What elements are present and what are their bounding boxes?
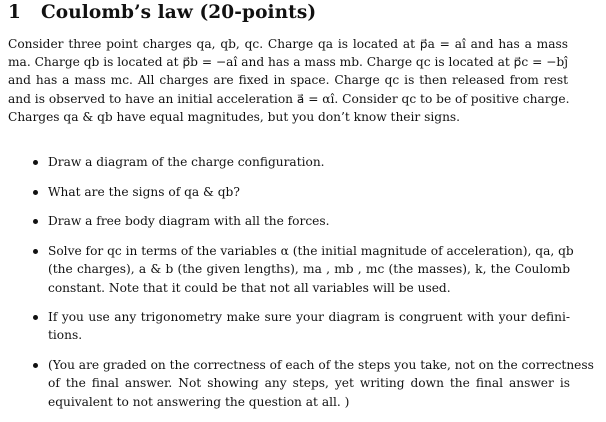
section-number: 1: [8, 2, 21, 23]
task-text: If you use any trigonometry make sure your diagram is congruent with your defini-: [48, 310, 570, 325]
task-item-free-body-diagram: [30, 212, 570, 230]
task-item-grading-note: [30, 356, 594, 411]
section-title: Coulomb’s law (20-points): [40, 2, 317, 23]
task-list: [30, 153, 594, 422]
task-text: (You are graded on the correctness of each of the steps you take, not on the correctness: [48, 358, 594, 373]
statement-line: and is observed to have an initial acceleration a⃗ = αî. Consider qc to be of positive charge.: [8, 91, 570, 106]
task-text: constant. Note that it could be that not all variables will be used.: [48, 280, 451, 295]
task-text: of the final answer. Not showing any steps, yet writing down the final answer is: [48, 376, 570, 391]
task-item-solve: [30, 242, 574, 297]
task-text: (the charges), a & b (the given lengths), ma , mb , mc (the masses), k, the Coulomb: [48, 262, 570, 277]
task-item-signs: [30, 183, 570, 201]
section-heading: [8, 2, 316, 23]
problem-statement: [8, 35, 568, 126]
statement-line: Consider three point charges qa, qb, qc. Charge qa is located at p⃗a = aî and has a mass: [8, 37, 568, 51]
task-item-diagram: [30, 153, 570, 171]
task-text: tions.: [48, 328, 83, 343]
task-text: Draw a diagram of the charge configuration.: [48, 155, 325, 169]
task-text: equivalent to not answering the question at all. ): [48, 394, 350, 409]
task-text: What are the signs of qa & qb?: [48, 184, 240, 199]
statement-line: and has a mass mc. All charges are fixed in space. Charge qc is then released from rest: [8, 73, 568, 88]
task-text: Solve for qc in terms of the variables α (the initial magnitude of acceleration), qa, qb: [48, 244, 574, 259]
task-text: Draw a free body diagram with all the forces.: [48, 214, 330, 229]
statement-line: Charges qa & qb have equal magnitudes, but you don’t know their signs.: [8, 109, 461, 124]
task-item-trigonometry: [30, 308, 570, 344]
statement-line: ma. Charge qb is located at p⃗b = −aî and has a mass mb. Charge qc is located at p⃗c = −bĵ: [8, 55, 568, 70]
